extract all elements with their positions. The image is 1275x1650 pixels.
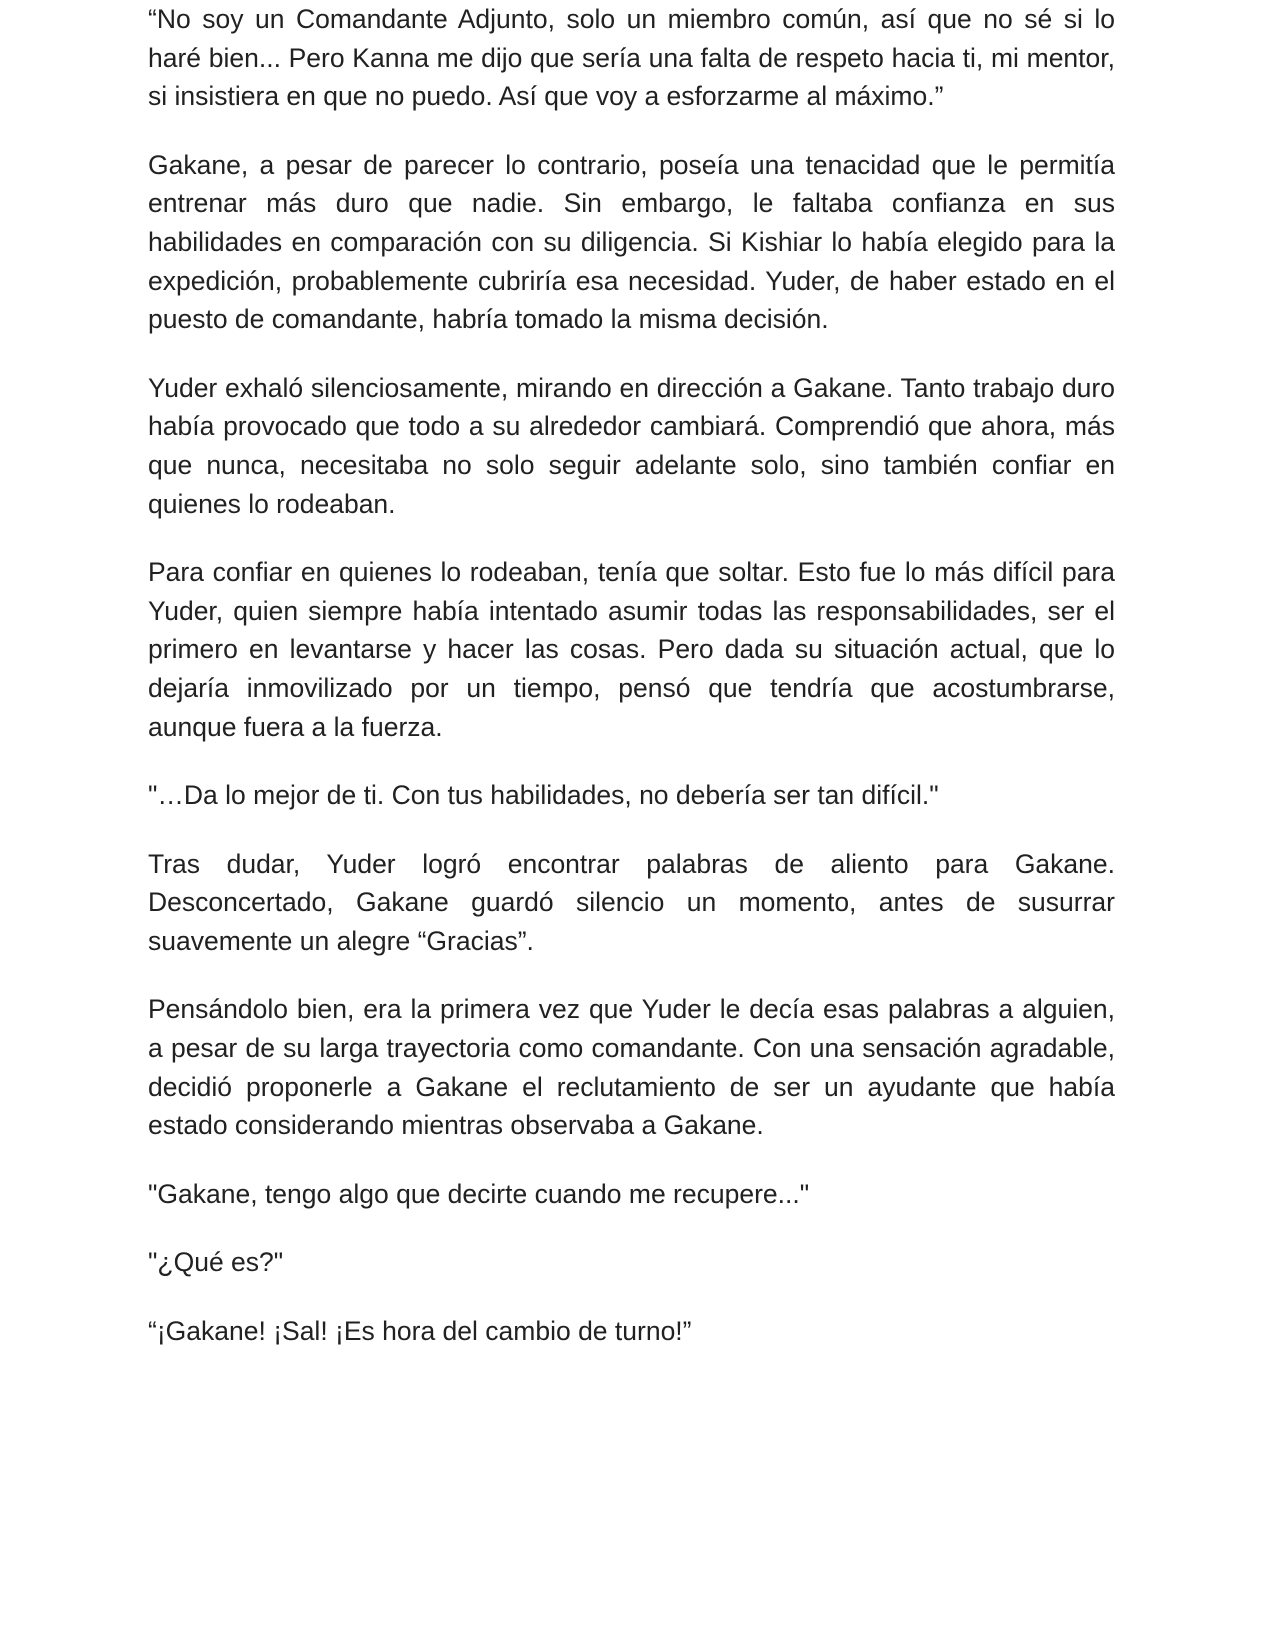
paragraph-4: Para confiar en quienes lo rodeaban, tenía que soltar. Esto fue lo más difícil para Yuder, quien siempre había intentado asumir todas las responsabilidades, ser el primero en levantarse y hacer las cosas. Pero dada su situación actual, que lo dejaría inmovilizado por un tiempo, pensó que tendría que acostumbrarse, aunque fuera a la fuerza.	[148, 557, 1115, 742]
paragraph-1: “No soy un Comandante Adjunto, solo un miembro común, así que no sé si lo haré bien... Pero Kanna me dijo que sería una falta de respeto hacia ti, mi mentor, si insistiera en que no puedo. Así que voy a esforzarme al máximo.”	[148, 4, 1115, 112]
paragraph-5: "…Da lo mejor de ti. Con tus habilidades, no debería ser tan difícil."	[148, 780, 939, 811]
paragraph-3: Yuder exhaló silenciosamente, mirando en dirección a Gakane. Tanto trabajo duro había provocado que todo a su alrededor cambiará. Comprendió que ahora, más que nunca, necesitaba no solo seguir adelante solo, sino también confiar en quienes lo rodeaban.	[148, 372, 1115, 519]
paragraph-10: “¡Gakane! ¡Sal! ¡Es hora del cambio de turno!”	[148, 1316, 692, 1347]
document-page	[148, 0, 1115, 1381]
paragraph-7: Pensándolo bien, era la primera vez que Yuder le decía esas palabras a alguien, a pesar de su larga trayectoria como comandante. Con una sensación agradable, decidió proponerle a Gakane el reclutamiento de ser un ayudante que había estado considerando mientras observaba a Gakane.	[148, 994, 1115, 1141]
paragraph-2: Gakane, a pesar de parecer lo contrario, poseía una tenacidad que le permitía entrenar más duro que nadie. Sin embargo, le faltaba confianza en sus habilidades en comparación con su diligencia. Si Kishiar lo había elegido para la expedición, probablemente cubriría esa necesidad. Yuder, de haber estado en el puesto de comandante, habría tomado la misma decisión.	[148, 149, 1115, 335]
paragraph-6: Tras dudar, Yuder logró encontrar palabras de aliento para Gakane. Desconcertado, Gakane guardó silencio un momento, antes de susurrar suavemente un alegre “Gracias”.	[148, 848, 1115, 956]
paragraph-9: "¿Qué es?"	[148, 1247, 284, 1278]
paragraph-8: "Gakane, tengo algo que decirte cuando me recupere..."	[148, 1178, 810, 1209]
